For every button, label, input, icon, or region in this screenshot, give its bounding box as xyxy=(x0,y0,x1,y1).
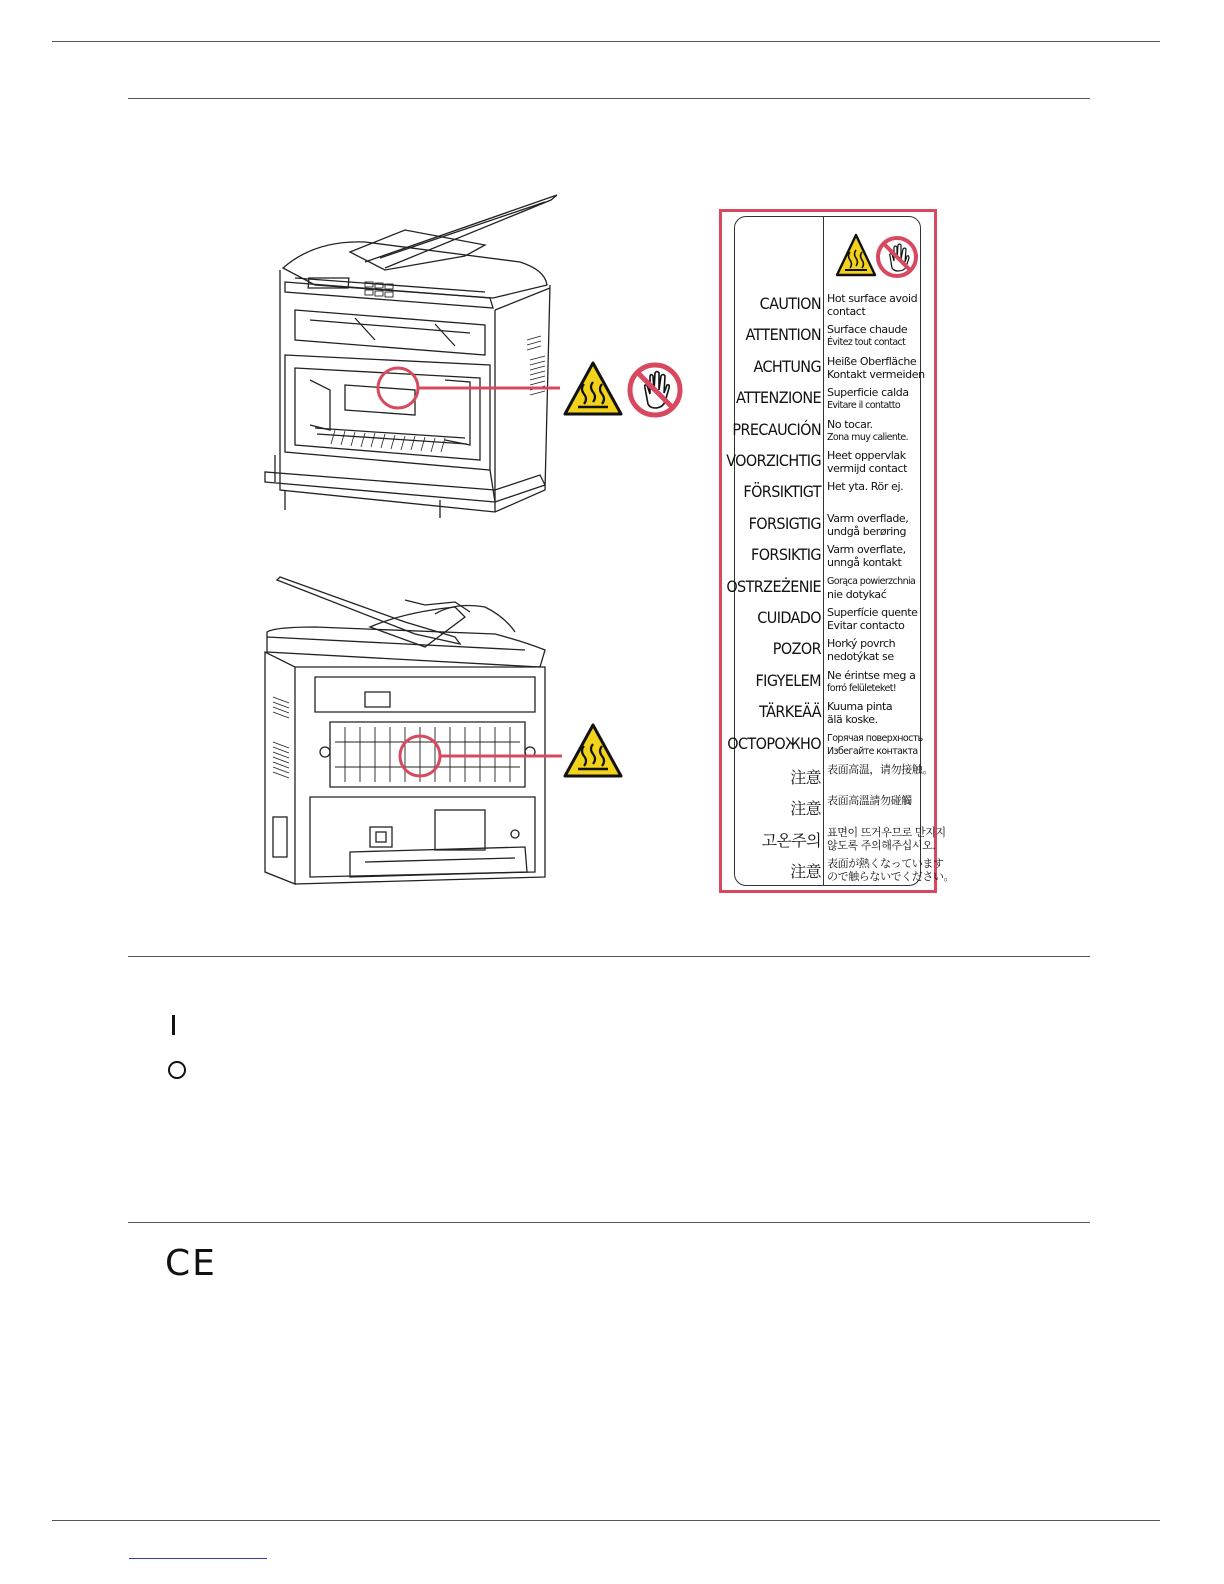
footer-link-underline[interactable] xyxy=(129,1558,267,1559)
hot-surface-warning-icon xyxy=(837,235,875,275)
warning-text-line: Избегайте контакта xyxy=(827,745,918,757)
warning-text xyxy=(827,732,923,758)
warning-word: FÖRSIKTIGT xyxy=(743,482,821,502)
warning-word: TÄRKEÄÄ xyxy=(759,702,821,722)
label-row xyxy=(735,480,922,511)
warning-text-line: Evitare il contatto xyxy=(827,400,901,412)
header-rule xyxy=(52,41,1160,42)
warning-text-line: Kuuma pinta xyxy=(827,700,893,714)
warning-text-line: Kontakt vermeiden xyxy=(827,367,925,381)
warning-text-line: ので触らないでください。 xyxy=(827,870,955,884)
label-row xyxy=(735,637,922,668)
label-row xyxy=(735,794,922,825)
warning-text-line: Surface chaude xyxy=(827,323,908,337)
label-row xyxy=(735,512,922,543)
warning-text-line: undgå berøring xyxy=(827,524,907,538)
warning-text-line: Varm overflate, xyxy=(827,543,906,557)
label-row xyxy=(735,354,925,386)
warning-text xyxy=(827,575,923,601)
warning-text-line: Het yta. Rör ej. xyxy=(827,480,904,494)
hot-surface-warning-icon xyxy=(562,360,624,418)
label-row xyxy=(735,606,922,637)
warning-text xyxy=(827,323,923,349)
warning-word: VOORZICHTIG xyxy=(726,451,821,470)
warning-text-line: Ne érintse meg a xyxy=(827,668,916,682)
section-rule-1 xyxy=(128,98,1090,99)
warning-text xyxy=(827,763,933,776)
warning-word: ОСТОРОЖНО xyxy=(727,733,821,753)
ce-conformity-mark: CE xyxy=(165,1243,217,1284)
warning-text-line: 表面が熱くなっています xyxy=(827,857,944,871)
warning-word: 注意 xyxy=(790,862,821,882)
warning-text-line: forró felületeket! xyxy=(827,682,897,694)
hot-surface-warning-label xyxy=(719,209,955,893)
warning-text xyxy=(827,637,923,663)
warning-text-line: 表面高溫請勿碰觸 xyxy=(827,794,912,808)
warning-word: POZOR xyxy=(772,639,821,659)
warning-word: 고온주의 xyxy=(761,830,821,850)
section-rule-3 xyxy=(128,1222,1090,1223)
warning-text xyxy=(827,794,923,807)
warning-text-line: Горячая поверхность xyxy=(827,732,923,744)
label-row xyxy=(727,732,923,763)
warning-word: 注意 xyxy=(790,768,821,787)
hot-surface-warning-icon xyxy=(562,722,624,780)
warning-text xyxy=(827,418,923,444)
label-row xyxy=(735,700,922,731)
warning-text-line: 表面高温，请勿接触。 xyxy=(827,763,933,776)
warning-text xyxy=(827,512,923,538)
label-row xyxy=(732,417,922,449)
warning-text-line: Hot surface avoid xyxy=(827,292,918,305)
warning-word: ATTENZIONE xyxy=(735,388,821,408)
warning-text-line: Gorąca powierzchnia xyxy=(827,575,916,587)
warning-word: ATTENTION xyxy=(745,325,821,345)
footer-rule xyxy=(52,1520,1160,1521)
warning-text-line: älä koske. xyxy=(827,713,878,727)
warning-text-line: Evitar contacto xyxy=(827,619,905,632)
warning-text-line: Horký povrch xyxy=(827,637,896,651)
warning-word: 注意 xyxy=(790,799,821,819)
warning-text-line: nie dotykać xyxy=(827,587,887,601)
do-not-touch-icon xyxy=(878,238,916,276)
warning-text xyxy=(827,386,923,412)
warning-word: FORSIGTIG xyxy=(748,513,821,533)
warning-text-line: Superfície quente xyxy=(827,606,918,619)
warning-text-line: Superficie calda xyxy=(827,386,909,400)
label-row xyxy=(726,449,922,480)
warning-text-line: Varm overflade, xyxy=(827,511,909,525)
warning-text xyxy=(827,700,923,726)
label-icons xyxy=(835,231,920,283)
label-row xyxy=(735,543,922,574)
warning-text-line: 표면이 뜨거우므로 만지지 xyxy=(827,825,946,839)
warning-text xyxy=(827,292,923,318)
power-on-icon xyxy=(172,1015,175,1035)
label-row xyxy=(726,575,922,606)
warning-text-line: No tocar. xyxy=(827,417,873,431)
warning-text xyxy=(827,857,955,884)
label-row xyxy=(735,825,946,857)
warning-text-line: Heiße Oberfläche xyxy=(827,354,917,368)
warning-text-line: 않도록 주의해주십시오. xyxy=(827,838,936,852)
label-row xyxy=(735,857,955,888)
warning-word: ACHTUNG xyxy=(753,356,821,376)
warning-text-line: nedotýkat se xyxy=(827,650,894,664)
warning-word: CUIDADO xyxy=(757,608,821,627)
warning-text-line: vermijd contact xyxy=(827,462,908,475)
warning-word: CAUTION xyxy=(759,294,821,313)
warning-text-line: Heet oppervlak xyxy=(827,449,906,462)
printer-front-open-drawing xyxy=(255,190,705,525)
warning-word: FORSIKTIG xyxy=(751,545,821,565)
section-rule-2 xyxy=(128,956,1090,957)
warning-text xyxy=(827,825,946,852)
label-card xyxy=(726,216,955,886)
label-row xyxy=(735,386,922,417)
label-row xyxy=(735,669,922,700)
warning-text-line: Évitez tout contact xyxy=(827,337,906,349)
power-off-icon xyxy=(168,1061,186,1079)
label-row xyxy=(735,292,922,323)
warning-word: FIGYELEM xyxy=(755,670,821,690)
warning-text xyxy=(827,449,923,475)
warning-word: OSTRZEŻENIE xyxy=(726,576,821,596)
warning-text xyxy=(827,480,923,493)
do-not-touch-icon xyxy=(626,360,684,420)
warning-text xyxy=(827,669,923,695)
warning-text xyxy=(827,355,923,381)
warning-text xyxy=(827,543,923,569)
label-row xyxy=(735,323,922,354)
warning-word: PRECAUCIÓN xyxy=(732,419,821,439)
label-row xyxy=(735,763,933,794)
warning-text-line: Zona muy caliente. xyxy=(827,431,909,443)
warning-text xyxy=(827,606,923,632)
warning-text-line: unngå kontakt xyxy=(827,556,902,570)
warning-text-line: contact xyxy=(827,305,866,318)
